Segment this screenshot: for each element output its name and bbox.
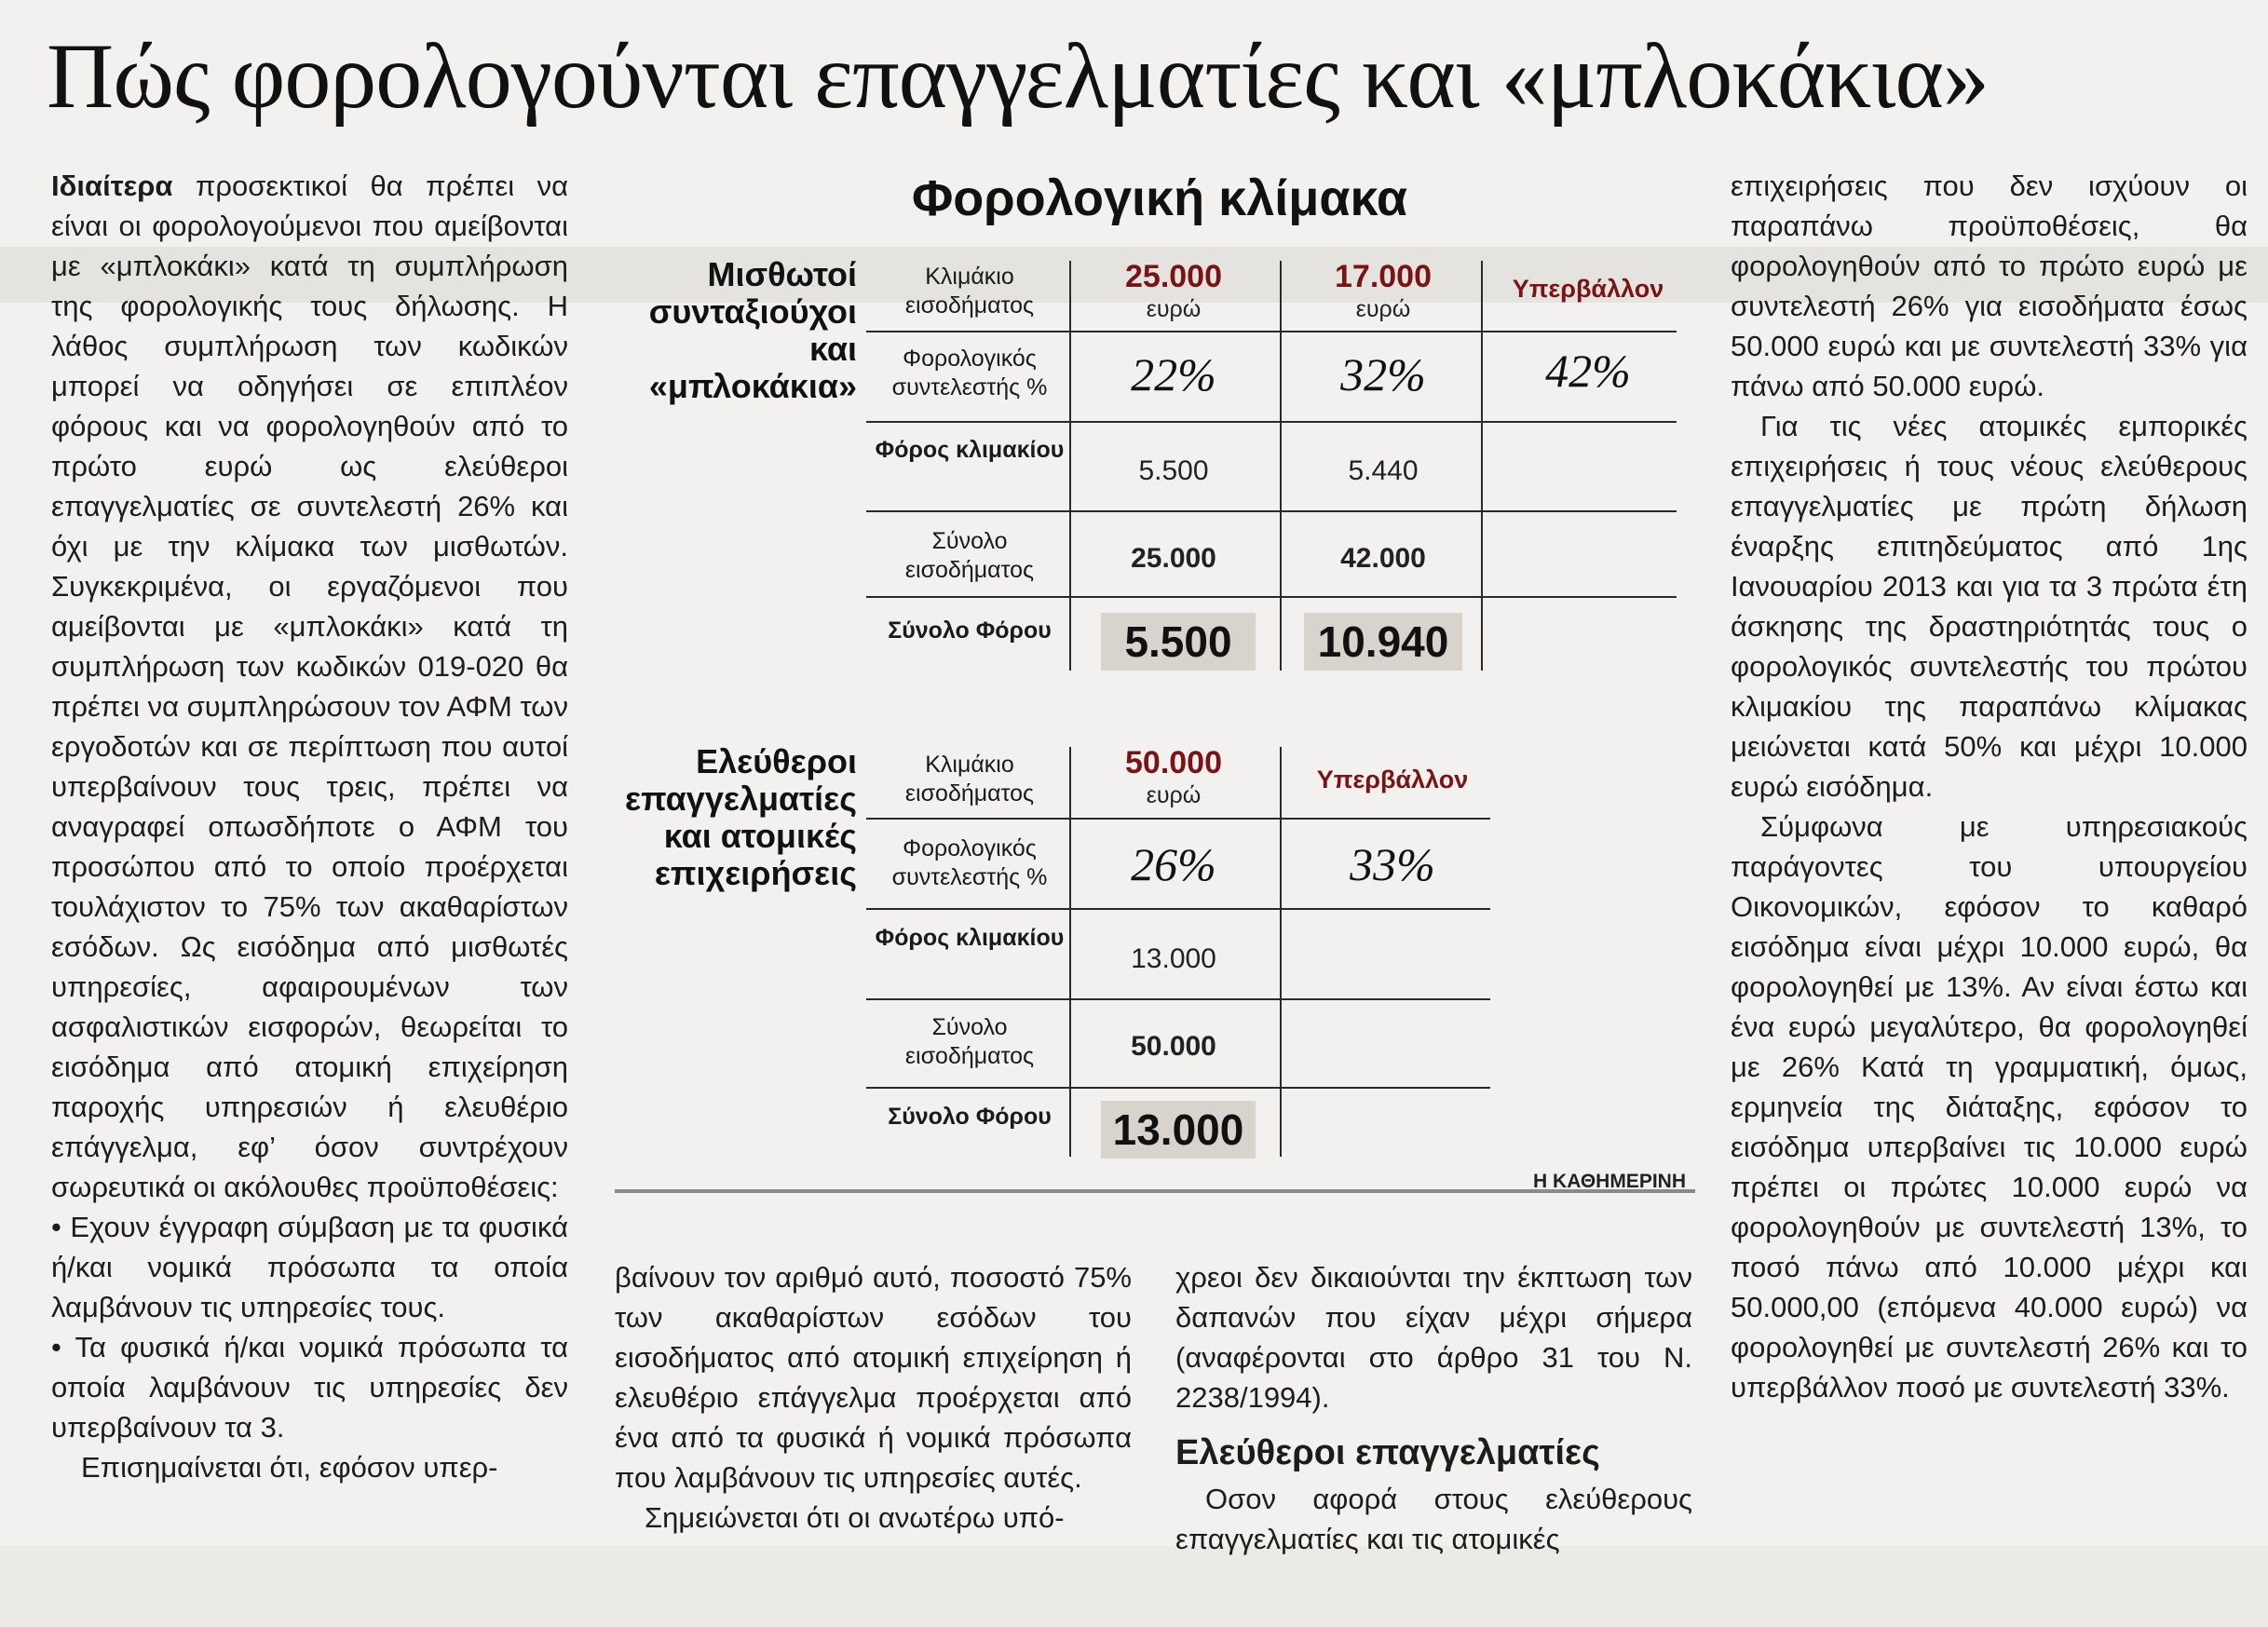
rate-value-3: 42% <box>1545 345 1631 397</box>
mid-a-paragraph-2: Σημειώνεται ότι οι ανωτέρω υπό- <box>645 1501 1065 1534</box>
bracket-value-1: 25.000 <box>1125 259 1222 294</box>
grid-line <box>1280 747 1282 1157</box>
row-label-tax-total: Σύνολο Φόρου <box>888 617 1052 644</box>
rate-value-5: 33% <box>1350 838 1435 890</box>
bracket-excess-1: Υπερβάλλον <box>1512 275 1664 303</box>
row-label-bracket-tax: Φόρος κλιμακίου <box>875 925 1065 951</box>
right-article-column <box>1731 166 2248 1572</box>
income-total-1: 25.000 <box>1131 543 1216 574</box>
subhead-freelancers: Ελεύθεροι επαγγελματίες <box>1175 1433 1600 1472</box>
bracket-unit-1: ευρώ <box>1146 296 1202 322</box>
row-label-income-total: Σύνολο εισοδήματος <box>904 528 1035 583</box>
grid-line <box>866 510 1677 512</box>
bracket-tax-3: 13.000 <box>1131 943 1216 974</box>
rate-value-1: 22% <box>1131 348 1216 400</box>
middle-article-column-b <box>1175 1257 1692 1555</box>
source-credit: Η ΚΑΘΗΜΕΡΙΝΗ <box>1533 1171 1686 1192</box>
grid-line <box>866 421 1677 423</box>
section-label-salaried: Μισθωτοί συνταξιούχοι και «μπλοκάκια» <box>648 255 857 405</box>
condition-bullet-2: • Τα φυσικά ή/και νομικά πρόσωπα τα οποία λαμβάνουν τις υπηρεσίες δεν υπερβαίνουν τα 3. <box>51 1331 568 1444</box>
rate-value-4: 26% <box>1131 838 1216 890</box>
row-label-bracket: Κλιμάκιο εισοδήματος <box>904 264 1035 319</box>
income-total-2: 42.000 <box>1340 543 1426 574</box>
row-label-bracket-tax: Φόρος κλιμακίου <box>875 437 1065 463</box>
mid-a-paragraph-1: βαίνουν τον αριθμό αυτό, ποσοστό 75% των ακαθαρίστων εσόδων του εισοδήματος από ατομική επιχείρηση ή ελευθέριο επάγγελμα προέρχεται από ένα από τα φυσικά ή νομικά πρόσωπα που λαμβάνουν τις υπηρεσίες αυτές. <box>615 1261 1132 1494</box>
middle-article-column-a <box>615 1257 1132 1555</box>
table-title: Φορολογική κλίμακα <box>911 170 1408 226</box>
grid-line <box>866 908 1490 910</box>
bracket-tax-1: 5.500 <box>1138 455 1209 486</box>
grid-line <box>1481 261 1483 671</box>
left-paragraph-1 <box>51 166 568 1207</box>
row-label-rate: Φορολογικός συντελεστής % <box>891 835 1048 890</box>
section-label-freelancers: Ελεύθεροι επαγγελματίες και ατομικές επιχειρήσεις <box>625 742 857 892</box>
grid-line <box>866 596 1677 598</box>
bracket-value-2: 17.000 <box>1335 259 1432 294</box>
lead-word: Ιδιαίτερα <box>51 169 173 202</box>
left-paragraph-1-body: προσεκτικοί θα πρέπει να είναι οι φορολογούμενοι που αμείβονται με «μπλοκάκι» κατά τη συμπλήρωση της φορολογικής τους δήλωσης. Η λάθος συμπλήρωση των κωδικών μπορεί να οδηγήσει σε επιπλέον φόρους και να φορολογηθούν από το πρώτο ευρώ ως ελεύθεροι επαγγελματίες σε συντελεστή 26% και όχι με την κλίμακα των μισθωτών. Συγκεκριμένα, οι εργαζόμενοι που αμείβονται με «μπλοκάκι» κατά τη συμπλήρωση των κωδικών 019-020 θα πρέπει να συμπληρώσουν τον ΑΦΜ των εργοδοτών και σε περίπτωση που αυτοί υπερβαίνουν τους τρεις, πρέπει να αναγραφεί οπωσδήποτε ο ΑΦΜ του προσώπου από το οποίο προέρχεται τουλάχιστον το 75% των ακαθαρίστων εσόδων. Ως εισόδημα από μισθωτές υπηρεσίες, αφαιρουμένων των ασφαλιστικών εισφορών, θεωρείται το εισόδημα από ατομική επιχείρηση παροχής υπηρεσιών ή ελευθέριο επάγγελμα, εφ’ όσον συντρέχουν σωρευτικά οι ακόλουθες προϋποθέσεις: <box>51 169 568 1203</box>
tax-total-2: 10.940 <box>1304 613 1462 671</box>
row-label-tax-total: Σύνολο Φόρου <box>888 1104 1052 1130</box>
grid-line <box>866 1087 1490 1089</box>
right-paragraph-2: Για τις νέες ατομικές εμπορικές επιχειρήσεις ή τους νέους ελεύθερους επαγγελματίες με πρώτη δήλωση έναρξης επιτηδεύματος από 1ης Ιανουαρίου 2013 και για τα 3 πρώτα έτη άσκησης της δραστηριότητάς τους ο φορολογικός συντελεστής του πρώτου κλιμακίου της παραπάνω κλίμακας μειώνεται κατά 50% και μέχρι 10.000 ευρώ εισόδημα. <box>1731 410 2248 803</box>
bracket-value-3: 50.000 <box>1125 745 1222 780</box>
grid-line <box>866 998 1490 1000</box>
bracket-tax-2: 5.440 <box>1348 455 1419 486</box>
left-article-column <box>51 166 568 1572</box>
grid-line <box>866 331 1677 332</box>
bracket-excess-2: Υπερβάλλον <box>1316 766 1469 793</box>
row-label-income-total: Σύνολο εισοδήματος <box>904 1014 1035 1069</box>
right-paragraph-3: Σύμφωνα με υπηρεσιακούς παράγοντες του υπουργείου Οικονομικών, εφόσον το καθαρό εισόδημα είναι μέχρι 10.000 ευρώ, θα φορολογηθεί με 13%. Αν είναι έστω και ένα ευρώ μεγαλύτερο, θα φορολογηθεί με 26% Κατά τη γραμματική, όμως, ερμηνεία της διάταξης, εφόσον το εισόδημα υπερβαίνει τις 10.000 ευρώ πρέπει οι πρώτες 10.000 ευρώ να φορολογηθούν με συντελεστή 13%, το ποσό πάνω από 10.000 μέχρι και 50.000,00 (επόμενα 40.000 ευρώ) να φορολογηθεί με συντελεστή 26% και το υπερβάλλον ποσό με συντελεστή 33%. <box>1731 810 2248 1403</box>
rate-value-2: 32% <box>1340 348 1426 400</box>
right-paragraph-1: επιχειρήσεις που δεν ισχύουν οι παραπάνω προϋποθέσεις, θα φορολογηθούν από το πρώτο ευρώ με συντελεστή 26% για εισοδήματα έσως 50.000 ευρώ και με συντελεστή 33% για πάνω από 50.000 ευρώ. <box>1731 169 2248 402</box>
row-label-rate: Φορολογικός συντελεστής % <box>891 346 1048 400</box>
tax-total-1: 5.500 <box>1101 613 1256 671</box>
left-paragraph-2: Επισημαίνεται ότι, εφόσον υπερ- <box>81 1451 498 1484</box>
mid-b-paragraph-2: Οσον αφορά στους ελεύθερους επαγγελματίες και τις ατομικές <box>1175 1483 1692 1555</box>
mid-b-paragraph-1: χρεοι δεν δικαιούνται την έκπτωση των δαπανών που είχαν μέχρι σήμερα (αναφέρονται στο άρθρο 31 του Ν. 2238/1994). <box>1175 1261 1692 1414</box>
grid-line <box>1280 261 1282 671</box>
tax-total-3: 13.000 <box>1101 1101 1256 1159</box>
row-label-bracket: Κλιμάκιο εισοδήματος <box>904 752 1035 807</box>
grid-line <box>866 818 1490 820</box>
bracket-unit-2: ευρώ <box>1355 296 1411 322</box>
grid-line <box>1069 261 1071 671</box>
headline: Πώς φορολογούνται επαγγελματίες και «μπλοκάκια» <box>47 24 1989 128</box>
bracket-unit-3: ευρώ <box>1146 782 1202 808</box>
income-total-3: 50.000 <box>1131 1031 1216 1062</box>
condition-bullet-1: • Εχουν έγγραφη σύμβαση με τα φυσικά ή/και νομικά πρόσωπα τα οποία λαμβάνουν τις υπηρεσίες τους. <box>51 1211 568 1323</box>
grid-line <box>1069 747 1071 1157</box>
